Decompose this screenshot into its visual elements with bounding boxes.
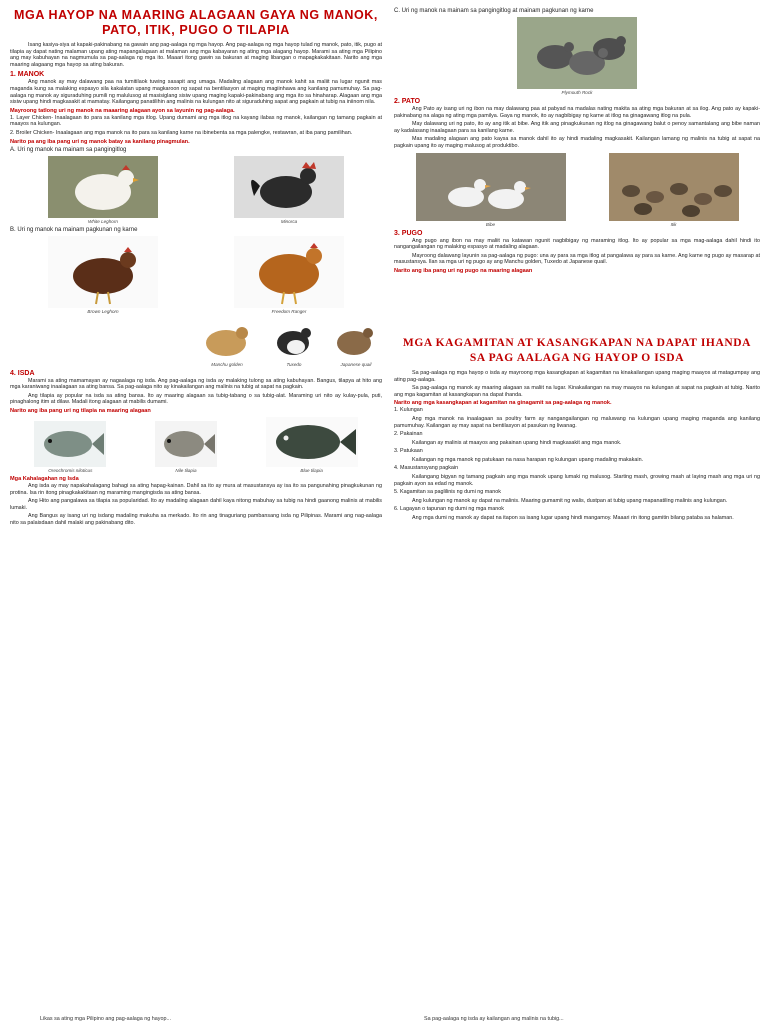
kagamitan-paragraph-2: Sa pag-aalaga ng manok ay maaring alagaan sa maliit na lugar. Kinakailangan na may maayos na kulungan at sapat na pagkain at tubig. Narito ang mga kagamitan at kasangkapan na dapat ihanda. [394,385,760,398]
subheading-egg-chickens: A. Uri ng manok na mainam sa pangingitlog [10,146,127,153]
figure-tuxedo [268,317,320,367]
pato-paragraph-1: Ang Pato ay isang uri ng ibon na may dalawang paa at pabyad na madalas nating makita sa ating mga bakuran at sa ilog. Ang pato ay kapaki-pakinabang na alaga ng ating mga pamilya. Gaya ng manok, ito ay nagbibigay ng karne at itlog na ginagawang itlog na pula. [394,106,760,119]
pato-paragraph-2: May dalawang uri ng pato, ito ay ang itik at bibe. Ang itik ang pinagkukunan ng itlog na ginagawang balut o penoy samantalang ang bibe naman ay kadalasang inaalagaan para sa kanilang karne. [394,121,760,134]
item-patukaan-text: Kailangan ng mga manok ng patukaan na nasa harapan ng kulungan upang madaling makakain. [412,456,644,463]
ranger-hen-image [234,236,344,308]
pugo-note: Narito ang iba pang uri ng pugo na maaring alagaan [394,267,533,274]
document-title: MGA HAYOP NA MAARING ALAGAAN GAYA NG MANOK, PATO, ITIK, PUGO O TILAPIA [13,8,379,37]
tilapia-fish-image-1 [34,421,106,467]
caption-tilapia-3: Blue tilapia [300,467,323,473]
caption-tilapia-1: Oreochromis niloticus [48,467,93,473]
isda-paragraph-1: Marami sa ating mamamayan ay nagaalaga ng isda. Ang pag-aalaga ng isda ay malaking tulong sa ating kabuhayan. Bangus, tilapya at hito ang mga karaniwang inaalagaan sa ating bansa. Sa pag-aalaga nito ay kinakailangan ang malinis na tubig at sapat na pagkain. [10,377,382,391]
isda-paragraph-4: Ang Hito ang pangalawa sa tilapia sa popularidad. Ito ay madaling alagaan dahil kaya nitong mabuhay sa tubig na hindi gaanong malinis at mabilis lumaki. [10,498,382,511]
brown-hen-image [48,236,158,308]
kagamitan-note: Narito ang mga kasangkapan at kagamitan na ginagamit sa pag-aalaga ng manok. [394,400,612,407]
figure-tilapia-1 [34,421,106,473]
item-pakainan-text: Kailangan ay malinis at maayos ang pakainan upang hindi magkasakit ang mga manok. [412,439,622,446]
caption-minorca: Minorca [280,218,298,224]
figure-itik [609,153,739,227]
item-pagkain-heading: 4. Masustansyang pagkain [394,465,459,472]
caption-plymouth-rock: Plymouth Rock [561,90,593,95]
intro-paragraph: Isang kasiya-siya at kapaki-pakinabang na gawain ang pag-aalaga ng mga hayop. Ang pag-aalaga ng mga hayop tulad ng manok, pato, itik, pugo at tilapia ay dapat nating malaman upang ating mapangalagaan at malaman ang mga kabayaran ng ating mga alagang hayop. Marami sa ating mga Pilipino ang may kabuhayan na nagmumula sa pag-aalaga ng mga ito. Maaari itong gawin sa bakuran at maging libangan o mapagkakakitaan. Narito ang mga maaring alagaang mga hayop sa ating bakuran. [10,42,382,68]
figure-bibe [416,153,566,227]
tilapia-note: Narito ang iba pang uri ng tilapia na maaring alagaan [10,407,151,414]
figure-freedom-ranger [234,236,344,314]
manok-types-note: Mayroong tatlong uri ng manok na maaaring alagaan ayon sa layunin ng pag-aalaga. [10,107,235,114]
figure-tilapia-3 [266,417,358,473]
isda-paragraph-2: Ang tilapia ay popular na isda sa ating bansa. Ito ay maaring alagaan sa tubig-tabang o sa tubig-alat. Maraming uri nito ay kulay-pula, puti, pinaghalong itim at dilaw. Madali itong alagaan at mabilis dumami. [10,392,382,406]
manok-paragraph: Ang manok ay may dalawang paa na tumitilaok tuwing sasapit ang umaga. Madaling alagaan ang manok kahit sa maliit na lugar ngunit mas maganda kung sa malaking espasyo sila kakalatan upang magkaroon ng sapat na bentilasyon at maging magiinhawa ang kanilang pamumuhay. Sa pag-aalaga ng manok ay siguraduhing pumili ng malulusog at masisiglang sisiw upang maging kapaki-pakinabang ang mga ito sa hinaharap. Alagaan ang mga sisiw upang hindi magkasakit at mamatay. Kailangang panatilihin ang malinis na kulungan nito at siguraduhing sapat ang pagkain at tubig na iniinom nila. [10,79,382,106]
figure-minorca [234,156,344,224]
egg-chicken-images [10,156,382,224]
isda-paragraph-5: Ang Bangus ay isang uri ng isdang madaling makuha sa merkado. Ito rin ang tinaguriang pambansang isda ng Pilipinas. Marami ang nag-aalaga nito sa palaisdaan dahil malaki ang pakinabang dito. [10,513,382,526]
section-heading-isda: 4. ISDA [10,369,35,377]
item-paglilinis-text: Ang kulungan ng manok ay dapat na malinis. Maaring gumamit ng walis, dustpan at tubig upang mapanatiling malinis ang kulungan. [412,497,728,504]
duck-images [394,153,760,227]
meat-chicken-images [10,236,382,314]
subheading-dual-chickens: C. Uri ng manok na mainam sa pangingitlog at mainam pagkunan ng karne [394,8,594,14]
white-hen-image [48,156,158,218]
caption-manchu-golden: Manchu golden [211,361,243,367]
figure-manchu-golden [196,317,258,367]
left-column [10,0,382,1024]
caption-itik: Itik [670,221,677,227]
plymouth-rock-image-row [394,17,760,95]
item-kulungan-text: Ang mga manok na inaalagaan sa poultry farm ay nangangailangan ng maluwang na kulungan upang maging maganda ang kanilang pamumuhay. Kailangan ay may sapat na bentilasyon at pasukan ng liwanag. [394,415,760,429]
manok-broiler-item: 2. Broiler Chicken- Inaalagaan ang mga manok na ito para sa kanilang karne na ibinebenta sa mga palengke, restawran, at iba pang pamilihan. [10,129,353,136]
right-column [394,0,760,1024]
figure-japanese-quail [330,317,382,367]
manok-origin-note: Narito pa ang iba pang uri ng manok batay sa kanilang pinagmulan. [10,138,190,145]
isda-paragraph-3: Ang isda ay may napakahalagang bahagi sa ating hapag-kainan. Dahil sa ito ay mura at masustansya ay isa ito sa pangunahing pinagkukunan ng protina. Isa rin itong pinagkakakitaan ng maraming mangingisda sa ating bansa. [10,482,382,496]
section-heading-manok: 1. MANOK [10,71,45,79]
footer-right-text: Sa pag-aalaga ng isda ay kailangan ang malinis na tubig... [424,1016,564,1022]
figure-plymouth-rock [517,17,637,95]
caption-brown-leghorn: Brown Leghorn [87,308,119,314]
footer-left-text: Likas sa ating mga Pilipino ang pag-aalaga ng hayop... [40,1016,171,1022]
caption-tilapia-2: Nile tilapia [175,467,197,473]
section-heading-pugo: 3. PUGO [394,229,423,237]
item-patukaan-heading: 3. Patukaan [394,448,423,455]
tilapia-fish-image-3 [266,417,358,467]
item-pakainan-heading: 2. Pakainan [394,431,423,438]
figure-tilapia-2 [155,421,217,473]
itik-flock-image [609,153,739,221]
kagamitan-title: MGA KAGAMITAN AT KASANGKAPAN NA DAPAT IHANDA SA PAG AALAGA NG HAYOP O ISDA [402,336,752,364]
tilapia-images [10,417,382,473]
caption-freedom-ranger: Freedom Ranger [271,308,307,314]
tilapia-fish-image-2 [155,421,217,467]
pugo-paragraph-2: Mayroong dalawang layunin sa pag-aalaga ng pugo: una ay para sa mga itlog at pangalawa ay para sa karne. Ang karne ng pugo ay masarap at masustansya. Ilan sa mga uri ng pugo ay ang Manchu golden, Tuxedo at Japanese quail. [394,252,760,266]
item-paglilinis-heading: 5. Kagamitan sa paglilinis ng dumi ng manok [394,489,501,496]
black-rooster-image [234,156,344,218]
item-tapunan-text: Ang mga dumi ng manok ay dapat na itapon sa isang lugar upang hindi mangamoy. Maaari rin itong gamitin bilang pataba sa halaman. [412,515,734,522]
section-heading-pato: 2. PATO [394,98,421,105]
white-duck-image [416,153,566,221]
caption-white-leghorn: White Leghorn [88,218,118,224]
tuxedo-quail-image [268,317,320,361]
pato-paragraph-3: Mas madaling alagaan ang pato kaysa sa manok dahil ito ay hindi madaling magkasakit. Kailangan lamang ng malinis na tubig at sapat na pagkain upang ito ay maging malusog at produktibo. [394,136,760,149]
pugo-paragraph-1: Ang pugo ang ibon na may maliit na katawan ngunit nagbibigay ng maraming itlog. Ito ay popular sa mga mag-aalaga dahil hindi ito nangangailangan ng malaking espasyo at madaling alagaan. [394,237,760,251]
isda-importance-subheading: Mga Kahalagahan ng Isda [10,475,79,482]
caption-bibe: Bibe [485,221,496,227]
plymouth-rock-image [517,17,637,89]
item-kulungan-heading: 1. Kulungan [394,407,423,414]
subheading-meat-chickens: B. Uri ng manok na mainam pagkunan ng karne [10,226,138,233]
golden-quail-image [196,317,258,361]
quail-images [10,317,382,367]
caption-japanese-quail: Japanese quail [340,361,372,367]
figure-brown-leghorn [48,236,158,314]
item-tapunan-heading: 6. Lagayan o tapunan ng dumi ng mga manok [394,506,504,513]
item-pagkain-text: Kailangang bigyan ng tamang pagkain ang mga manok upang lumaki ng malusog. Starting mash, growing mash at laying mash ang mga uri ng pagkain ayon sa edad ng manok. [394,474,760,487]
japanese-quail-image [330,317,382,361]
caption-tuxedo: Tuxedo [286,361,302,367]
manok-layer-item: 1. Layer Chicken- Inaalagaan ito para sa kanilang mga itlog. Upang dumami ang mga itlog na kayang ilabas ng manok, kailangan ng tamang pagkain at maayos na kulungan. [10,114,382,128]
kagamitan-paragraph-1: Sa pag-aalaga ng mga hayop o isda ay mayroong mga kasangkapan at kagamitan na kinakailangan upang maging maayos at matagumpay ang ating pag-aalaga. [394,369,760,383]
figure-white-leghorn [48,156,158,224]
